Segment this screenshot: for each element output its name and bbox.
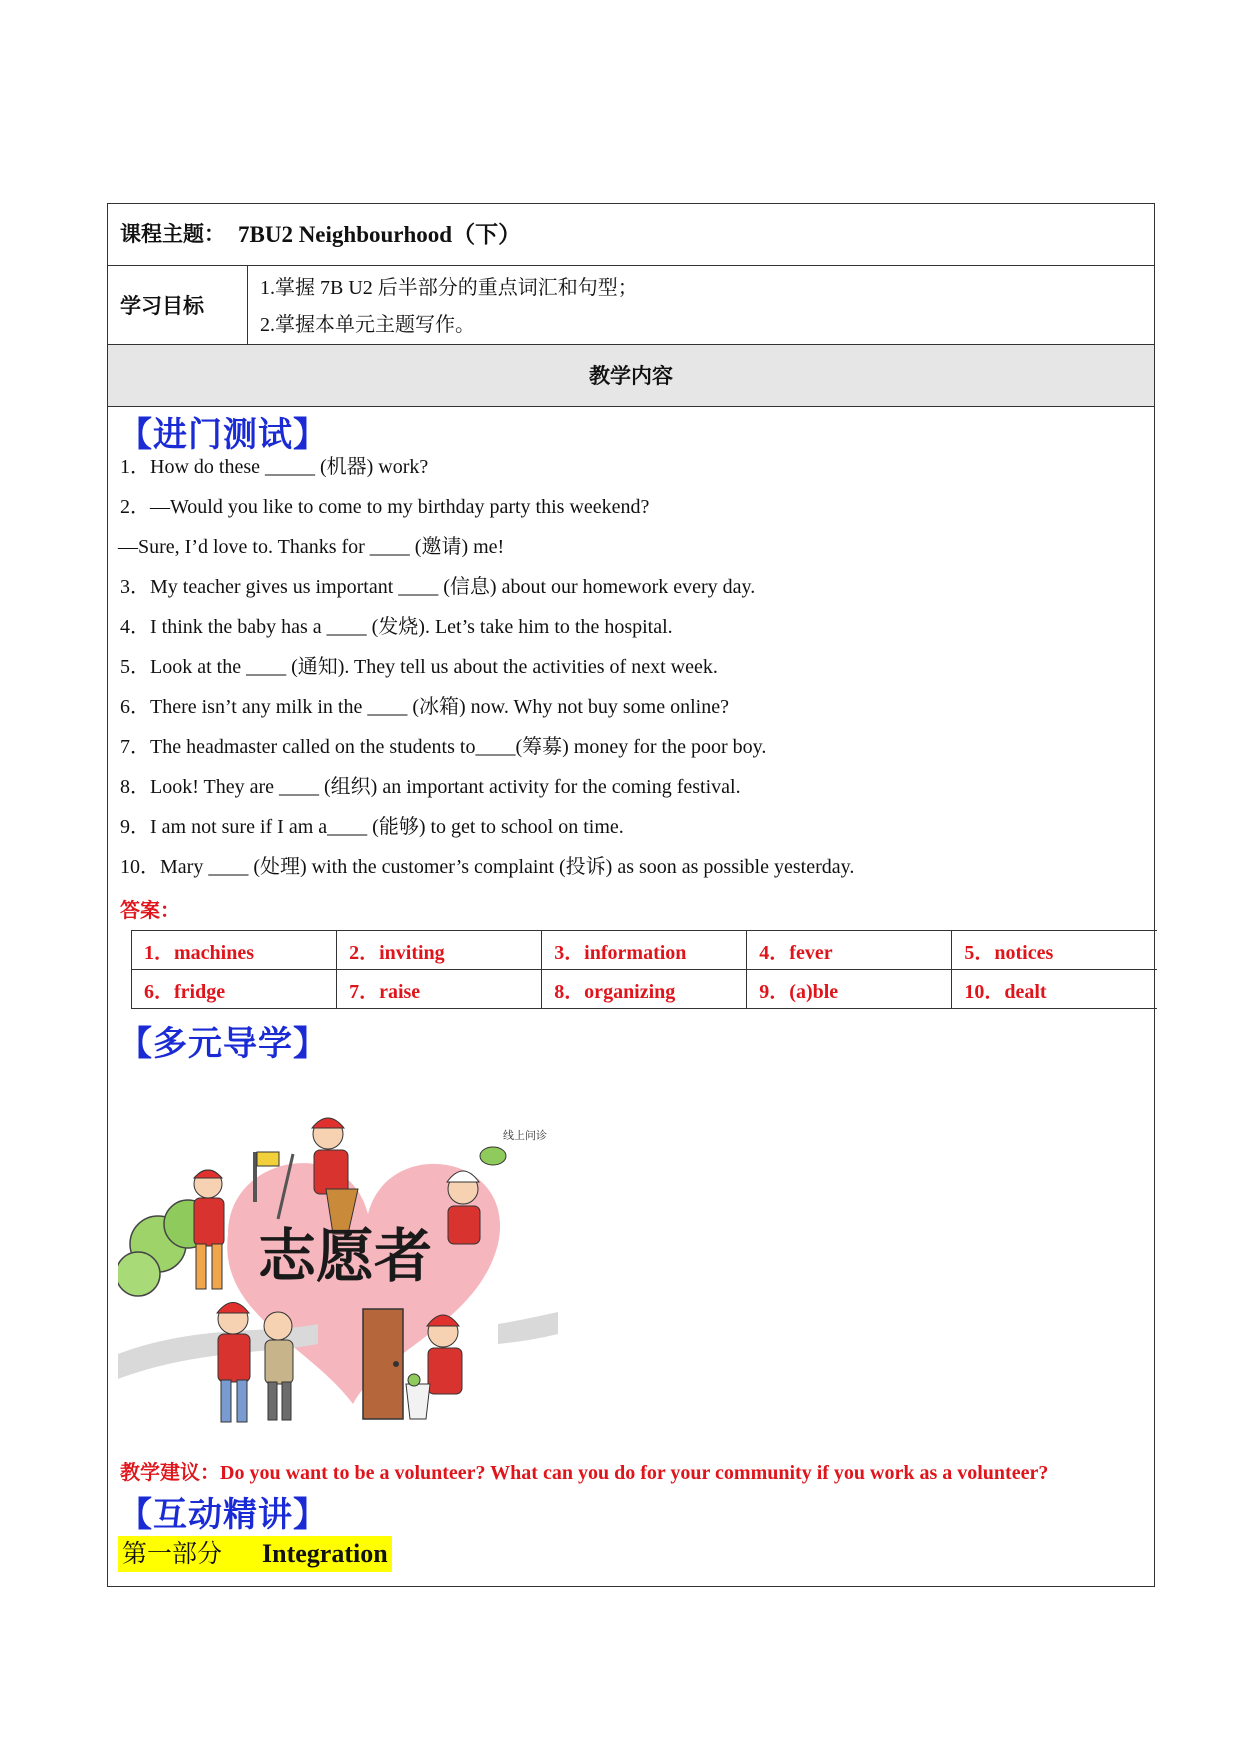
question-7: 7．The headmaster called on the students to____(筹募) money for the poor boy. [120, 736, 767, 758]
teaching-content-heading: 教学内容 [589, 364, 673, 388]
question-1: 1．How do these _____ (机器) work? [120, 456, 429, 478]
answer-cell: 6．fridge [132, 970, 337, 1009]
answer-cell: 9．(a)ble [747, 970, 952, 1009]
question-3: 3．My teacher gives us important ____ (信息) about our homework every day. [120, 576, 756, 598]
guided-learning-heading: 【多元导学】 [118, 1024, 328, 1064]
volunteer-title-text: 志愿者 [258, 1222, 433, 1290]
teaching-content-row [108, 345, 1154, 407]
answer-table [131, 930, 1157, 1009]
entry-test-heading: 【进门测试】 [118, 415, 328, 455]
answer-cell: 7．raise [337, 970, 542, 1009]
question-8: 8．Look! They are ____ (组织) an important activity for the coming festival. [120, 776, 741, 798]
course-topic-label: 课程主题： [120, 222, 225, 246]
part-one-cn: 第一部分 [122, 1539, 223, 1568]
question-4: 4．I think the baby has a ____ (发烧). Let’s take him to the hospital. [120, 616, 673, 638]
question-10: 10．Mary ____ (处理) with the customer’s complaint (投诉) as soon as possible yesterday. [120, 856, 855, 878]
course-topic-title: 7BU2 Neighbourhood（下） [238, 222, 522, 247]
question-5: 5．Look at the ____ (通知). They tell us about the activities of next week. [120, 656, 718, 678]
volunteer-figure-3 [217, 1303, 293, 1423]
teaching-suggestion: 教学建议：Do you want to be a volunteer? What can you do for your community if you work as a volunteer? [120, 1462, 1049, 1484]
part-one-en: Integration [262, 1539, 388, 1568]
course-topic-row [108, 204, 1154, 266]
question-2-reply: —Sure, I’d love to. Thanks for ____ (邀请) me! [118, 536, 505, 558]
question-6: 6．There isn’t any milk in the ____ (冰箱) now. Why not buy some online? [120, 696, 729, 718]
answer-cell: 5．notices [952, 931, 1157, 970]
interactive-lecture-heading: 【互动精讲】 [118, 1495, 328, 1535]
question-9: 9．I am not sure if I am a____ (能够) to get to school on time. [120, 816, 624, 838]
answer-cell: 10．dealt [952, 970, 1157, 1009]
volunteer-illustration [118, 1094, 558, 1434]
consult-bubble-text: 线上问诊 [503, 1129, 547, 1142]
answer-row [132, 970, 1158, 1009]
answer-row [132, 931, 1158, 970]
answer-label: 答案： [120, 898, 180, 922]
learning-goals-label: 学习目标 [120, 294, 204, 318]
learning-goals-row [108, 266, 1154, 345]
learning-goal-1: 1.掌握 7B U2 后半部分的重点词汇和句型； [260, 277, 638, 299]
answer-cell: 3．information [542, 931, 747, 970]
lesson-plan-frame [107, 203, 1155, 1587]
question-2: 2．—Would you like to come to my birthday party this weekend? [120, 496, 650, 518]
answer-cell: 2．inviting [337, 931, 542, 970]
part-one-heading [118, 1536, 392, 1572]
learning-goal-2: 2.掌握本单元主题写作。 [260, 314, 475, 336]
answer-cell: 4．fever [747, 931, 952, 970]
learning-goals-label-cell [108, 266, 248, 344]
answer-cell: 8．organizing [542, 970, 747, 1009]
answer-cell: 1．machines [132, 931, 337, 970]
